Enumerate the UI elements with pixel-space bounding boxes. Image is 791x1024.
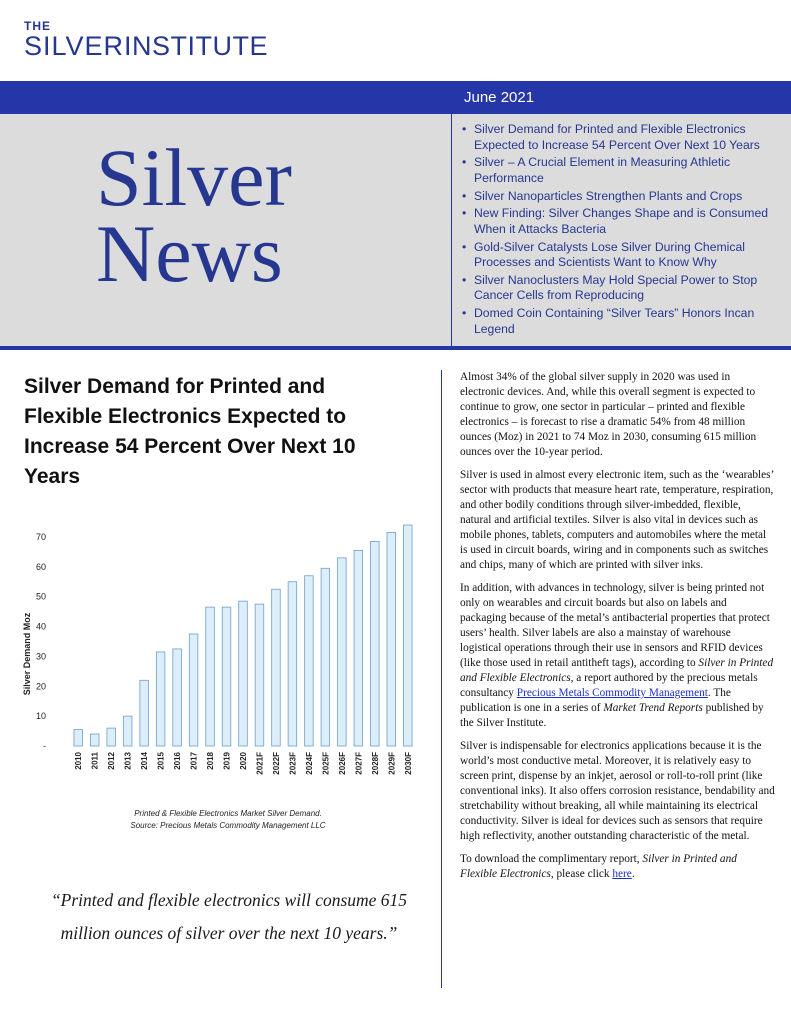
y-tick-label: 20	[35, 681, 46, 692]
x-tick-label: 2024F	[304, 752, 314, 775]
article-body	[460, 370, 775, 890]
demand-chart-svg	[18, 522, 428, 802]
x-tick-label: 2013	[123, 752, 133, 770]
chart-caption-line-2: Source: Precious Metals Commodity Management LLC	[130, 821, 326, 830]
toc-item[interactable]: • Silver Demand for Printed and Flexible Electronics Expected to Increase 54 Percent Over Next 10 Years	[462, 122, 777, 153]
paragraph-2: Silver is used in almost every electronic item, such as the ‘wearables’ sector with products that measure heart rate, temperature, respiration, and other bodily conditions through silver-imbedded, flexible, natural and artificial textiles. Silver is also vital in devices such as mobile phones, tablets, computers and automobiles where the metal is used in circuit boards, wiring and in components such as switches and chips, many of which are printed with silver inks.	[460, 469, 774, 571]
x-tick-label: 2023F	[288, 752, 298, 775]
bar	[222, 607, 231, 746]
x-tick-label: 2017	[189, 752, 199, 770]
bar	[107, 728, 116, 746]
bar	[403, 525, 412, 746]
bar	[156, 652, 165, 746]
issue-date: June 2021	[464, 89, 535, 106]
x-tick-label: 2015	[156, 752, 166, 770]
toc-item[interactable]: • Gold-Silver Catalysts Lose Silver During Chemical Processes and Scientists Want to Know Why	[462, 240, 777, 271]
pmcm-link[interactable]: Precious Metals Commodity Management	[516, 687, 708, 699]
y-tick-label: -	[43, 741, 46, 751]
bar	[354, 550, 363, 746]
bar	[305, 576, 314, 746]
bar	[123, 716, 132, 746]
bar	[387, 532, 396, 746]
bar	[189, 634, 198, 746]
bar	[371, 541, 380, 746]
y-tick-label: 70	[35, 531, 46, 542]
paragraph-1: Almost 34% of the global silver supply in 2020 was used in electronic devices. And, while this overall segment is expected to continue to grow, one sector in particular – printed and flexible electronics – is forecast to rise a dramatic 54% from 48 million ounces (Moz) in 2021 to 74 Moz in 2030, consuming 615 million ounces over the 10-year period.	[460, 371, 757, 458]
table-of-contents	[462, 122, 777, 340]
y-tick-label: 30	[35, 651, 46, 662]
bar	[338, 558, 347, 746]
x-tick-label: 2020	[239, 752, 248, 770]
x-tick-label: 2030F	[403, 752, 413, 775]
paragraph-5-text-c: .	[631, 868, 635, 880]
download-here-link[interactable]: here	[612, 868, 632, 880]
toc-item[interactable]: • New Finding: Silver Changes Shape and is Consumed When it Attacks Bacteria	[462, 206, 777, 237]
y-tick-label: 40	[35, 621, 46, 632]
x-tick-label: 2021F	[255, 752, 265, 775]
bar	[239, 601, 248, 746]
x-tick-label: 2016	[173, 752, 183, 770]
silver-institute-logo	[24, 20, 268, 60]
bar	[74, 730, 83, 746]
bar	[288, 582, 297, 746]
bar	[206, 607, 215, 746]
bar	[255, 604, 264, 746]
x-tick-label: 2026F	[337, 752, 347, 775]
bar	[90, 734, 99, 746]
paragraph-5-text-b: , please click	[550, 868, 613, 880]
header-rule	[0, 346, 791, 350]
toc-item[interactable]: • Silver Nanoparticles Strengthen Plants and Crops	[462, 189, 777, 205]
logo-institute: INSTITUTE	[124, 31, 269, 61]
paragraph-3-text-d: published by the Silver Institute.	[460, 702, 764, 729]
x-tick-label: 2022F	[271, 752, 281, 775]
x-tick-label: 2014	[140, 752, 150, 770]
y-tick-label: 50	[35, 591, 46, 602]
header-bar	[0, 81, 791, 114]
bar	[173, 649, 182, 746]
x-tick-label: 2028F	[370, 752, 380, 775]
paragraph-3-text-a: In addition, with advances in technology, silver is being printed not only on wearables and circuit boards but also on labels and packaging because of the metal’s antibacterial properties that protect users’ health. Silver labels are also a mainstay of warehouse logistical operations through their use in sensors and RFID devices (like those used in retail antitheft tags), according to	[460, 582, 770, 669]
masthead-title	[96, 132, 292, 299]
paragraph-3-text-c: . The publication is one in a series of	[460, 687, 731, 714]
report-title-2: Silver in Printed and Flexible Electronics	[460, 853, 737, 880]
masthead-divider	[451, 114, 452, 346]
paragraph-3	[460, 581, 775, 731]
x-tick-label: 2010	[74, 752, 84, 770]
bar	[321, 568, 330, 746]
bar	[272, 589, 281, 746]
x-tick-label: 2025F	[321, 752, 331, 775]
series-title: Market Trend Reports	[603, 702, 703, 714]
toc-item[interactable]: • Domed Coin Containing “Silver Tears” Honors Incan Legend	[462, 306, 777, 337]
logo-wordmark	[24, 32, 268, 60]
column-divider	[441, 370, 442, 988]
x-tick-label: 2027F	[354, 752, 364, 775]
x-tick-label: 2029F	[387, 752, 397, 775]
toc-item[interactable]: • Silver – A Crucial Element in Measuring Athletic Performance	[462, 155, 777, 186]
y-tick-label: 60	[35, 561, 46, 572]
demand-chart	[18, 522, 428, 807]
bar	[140, 680, 149, 746]
y-axis-label: Silver Demand Moz	[22, 612, 32, 696]
x-tick-label: 2011	[90, 752, 100, 770]
logo-the: THE	[24, 19, 51, 33]
toc-item[interactable]: • Silver Nanoclusters May Hold Special Power to Stop Cancer Cells from Reproducing	[462, 273, 777, 304]
logo-silver: SILVER	[24, 31, 125, 61]
x-tick-label: 2019	[222, 752, 232, 770]
report-title: Silver in Printed and Flexible Electronics	[460, 657, 774, 684]
x-tick-label: 2018	[206, 752, 216, 770]
paragraph-3-text-b: , a report authored by the precious metals consultancy	[460, 672, 758, 699]
x-tick-label: 2012	[107, 752, 117, 770]
chart-caption	[28, 808, 428, 832]
y-tick-label: 10	[35, 711, 46, 722]
paragraph-5	[460, 852, 775, 882]
chart-caption-line-1: Printed & Flexible Electronics Market Silver Demand.	[134, 809, 322, 818]
paragraph-4: Silver is indispensable for electronics applications because it is the world’s most conductive metal. Moreover, it is relatively easy to screen print, dispense by an inkjet, aerosol or roll-to-roll print (like conventional inks). It also offers corrosion resistance, bendability and stretchability without breaking, all while maintaining its electrical conductivity. Silver is ideal for devices such as sensors that require high reflectivity, another outstanding characteristic of the metal.	[460, 740, 775, 842]
masthead-line-1: Silver	[96, 132, 292, 223]
paragraph-5-text-a: To download the complimentary report,	[460, 853, 643, 865]
masthead-line-2: News	[96, 208, 283, 299]
article-headline: Silver Demand for Printed and Flexible Electronics Expected to Increase 54 Percent Over Next 10 Years	[24, 375, 356, 488]
pull-quote: “Printed and flexible electronics will consume 615 million ounces of silver over the next 10 years.”	[50, 890, 408, 943]
